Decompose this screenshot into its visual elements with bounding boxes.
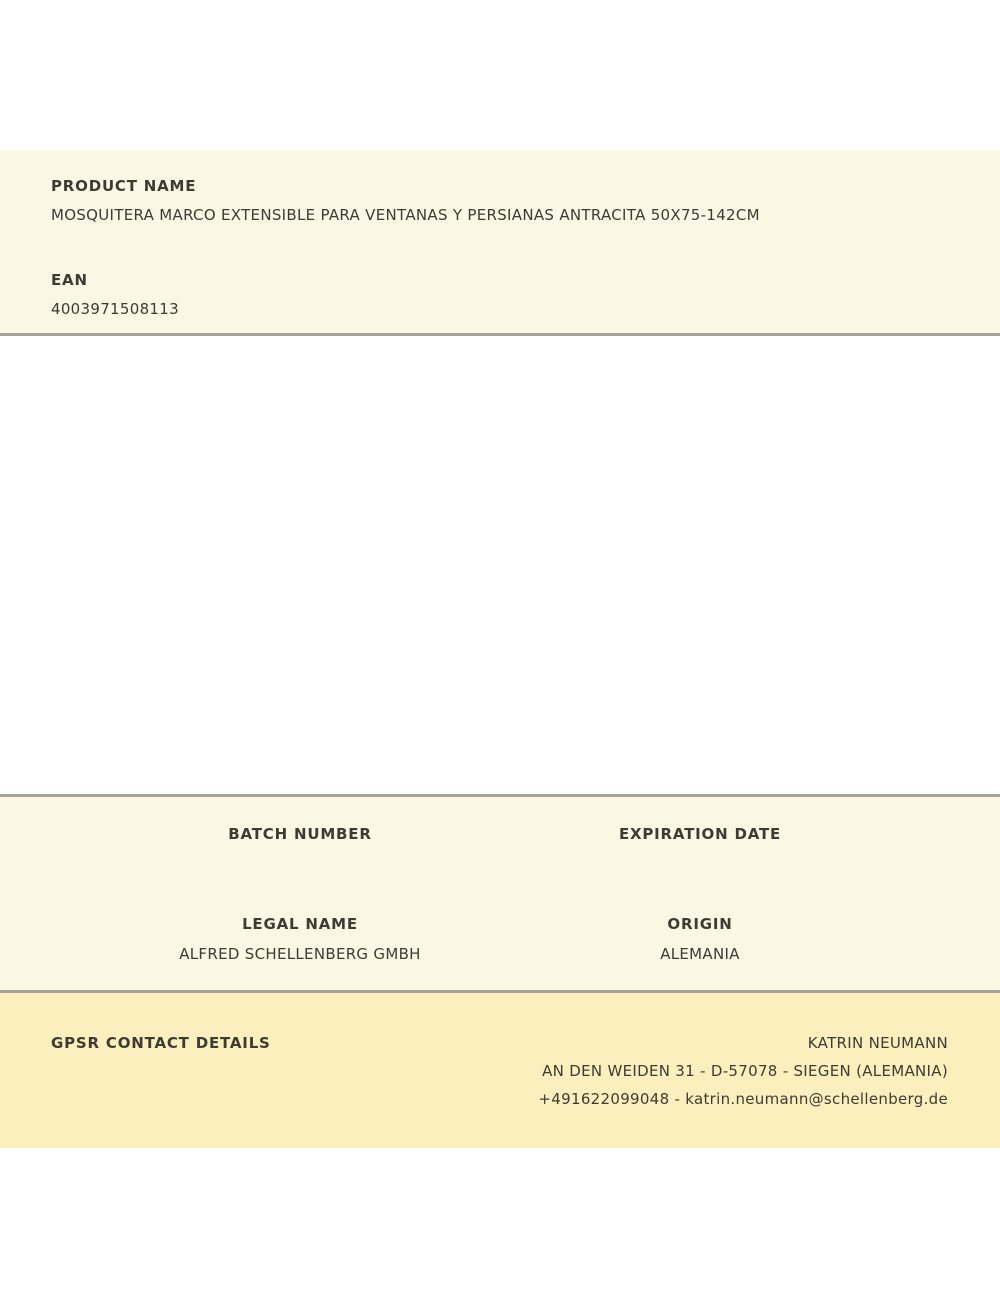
ean-field — [51, 270, 949, 319]
batch-number-field — [100, 824, 500, 872]
origin-label: ORIGIN — [667, 915, 733, 933]
legal-origin-row — [100, 914, 900, 964]
legal-name-field — [100, 914, 500, 964]
gpsr-contact-name: KATRIN NEUMANN — [807, 1034, 948, 1052]
gpsr-contact-section — [0, 993, 1000, 1148]
product-name-field — [51, 176, 949, 225]
expiration-date-field — [500, 824, 900, 872]
origin-field — [500, 914, 900, 964]
gpsr-contact-details — [271, 1033, 948, 1109]
product-name-value: MOSQUITERA MARCO EXTENSIBLE PARA VENTANAS Y PERSIANAS ANTRACITA 50X75-142CM — [51, 206, 760, 224]
gpsr-contact-title: GPSR CONTACT DETAILS — [51, 1034, 271, 1052]
batch-number-value — [100, 852, 500, 872]
batch-expiration-row — [100, 824, 900, 872]
expiration-date-label: EXPIRATION DATE — [618, 825, 782, 843]
ean-value: 4003971508113 — [51, 300, 179, 318]
gpsr-contact-address: AN DEN WEIDEN 31 - D-57078 - SIEGEN (ALEMANIA) — [542, 1062, 948, 1080]
origin-value: ALEMANIA — [660, 945, 740, 963]
expiration-date-value — [500, 852, 900, 872]
batch-number-label: BATCH NUMBER — [228, 825, 372, 843]
product-name-label: PRODUCT NAME — [51, 177, 197, 195]
ean-label: EAN — [51, 271, 88, 289]
product-info-section — [0, 150, 1000, 336]
batch-legal-section — [0, 794, 1000, 993]
legal-name-label: LEGAL NAME — [242, 915, 358, 933]
gpsr-contact-phone-email: +491622099048 - katrin.neumann@schellenberg.de — [538, 1090, 948, 1108]
top-whitespace — [0, 0, 1000, 150]
legal-name-value: ALFRED SCHELLENBERG GMBH — [179, 945, 421, 963]
middle-whitespace — [0, 336, 1000, 794]
